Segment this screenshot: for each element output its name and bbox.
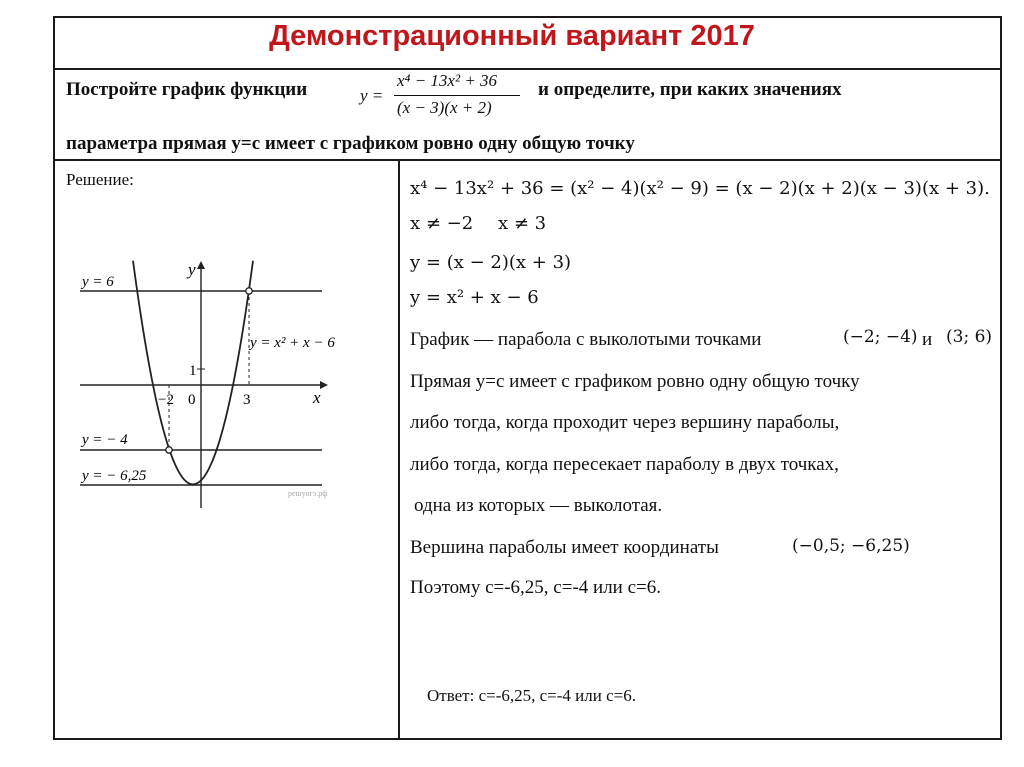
formula-numerator: x⁴ − 13x² + 36 xyxy=(397,71,498,90)
point-3-6: (3; 6) xyxy=(946,327,993,347)
fraction-bar xyxy=(394,95,520,96)
function-graph xyxy=(70,255,390,515)
label-line-y6: y = 6 xyxy=(82,274,114,290)
formula-denominator: (x − 3)(x + 2) xyxy=(397,98,492,117)
solution-label: Решение: xyxy=(66,170,134,189)
text-vertex-case: либо тогда, когда проходит через вершину параболы, xyxy=(410,412,840,433)
equation-product: y = (x − 2)(x + 3) xyxy=(410,252,572,273)
label-line-y-4: y = − 4 xyxy=(82,432,128,448)
label-y-axis: y xyxy=(188,260,196,279)
column-divider xyxy=(398,159,400,740)
text-graph-description: График — парабола с выколотыми точками xyxy=(410,329,762,350)
point-minus-2-minus-4: (−2; −4) xyxy=(843,327,918,347)
row-divider-title xyxy=(53,68,1002,70)
row-divider-task xyxy=(53,159,1002,161)
x-axis-arrow xyxy=(320,381,328,389)
text-conclusion: Поэтому с=-6,25, с=-4 или с=6. xyxy=(410,577,661,598)
label-three: 3 xyxy=(243,392,251,408)
text-and: и xyxy=(922,329,933,350)
watermark: решуогэ.рф xyxy=(288,489,328,498)
text-line-c: Прямая y=c имеет с графиком ровно одну общую точку xyxy=(410,371,860,392)
page-title: Демонстрационный вариант 2017 xyxy=(269,20,755,52)
text-vertex-coords: Вершина параболы имеет координаты xyxy=(410,537,719,558)
label-x-axis: x xyxy=(313,388,321,407)
formula-lhs: y = xyxy=(360,86,384,105)
equation-factorization: x⁴ − 13x² + 36 = (x² − 4)(x² − 9) = (x − 2)(x + 2)(x − 3)(x + 3). xyxy=(410,178,990,199)
y-axis-arrow xyxy=(197,261,205,269)
vertex-coordinates: (−0,5; −6,25) xyxy=(792,536,910,556)
label-one: 1 xyxy=(189,363,197,379)
label-minus-two: −2 xyxy=(158,392,174,408)
punctured-point-left xyxy=(166,447,172,453)
label-zero: 0 xyxy=(188,392,196,408)
task-part2: и определите, при каких значениях xyxy=(538,79,842,100)
task-line2: параметра прямая y=c имеет с графиком ровно одну общую точку xyxy=(66,133,635,154)
text-two-points-case: либо тогда, когда пересекает параболу в двух точках, xyxy=(410,454,839,475)
equation-parabola: y = x² + x − 6 xyxy=(410,287,539,308)
condition-x-not-minus-2: x ≠ −2 xyxy=(410,213,474,234)
punctured-point-right xyxy=(246,288,252,294)
label-parabola: y = x² + x − 6 xyxy=(250,335,335,351)
answer: Ответ: с=-6,25, с=-4 или с=6. xyxy=(427,686,636,705)
text-one-punctured: одна из которых — выколотая. xyxy=(414,495,663,516)
label-line-y-6-25: y = − 6,25 xyxy=(82,468,147,484)
condition-x-not-3: x ≠ 3 xyxy=(498,213,547,234)
task-part1: Постройте график функции xyxy=(66,79,308,100)
